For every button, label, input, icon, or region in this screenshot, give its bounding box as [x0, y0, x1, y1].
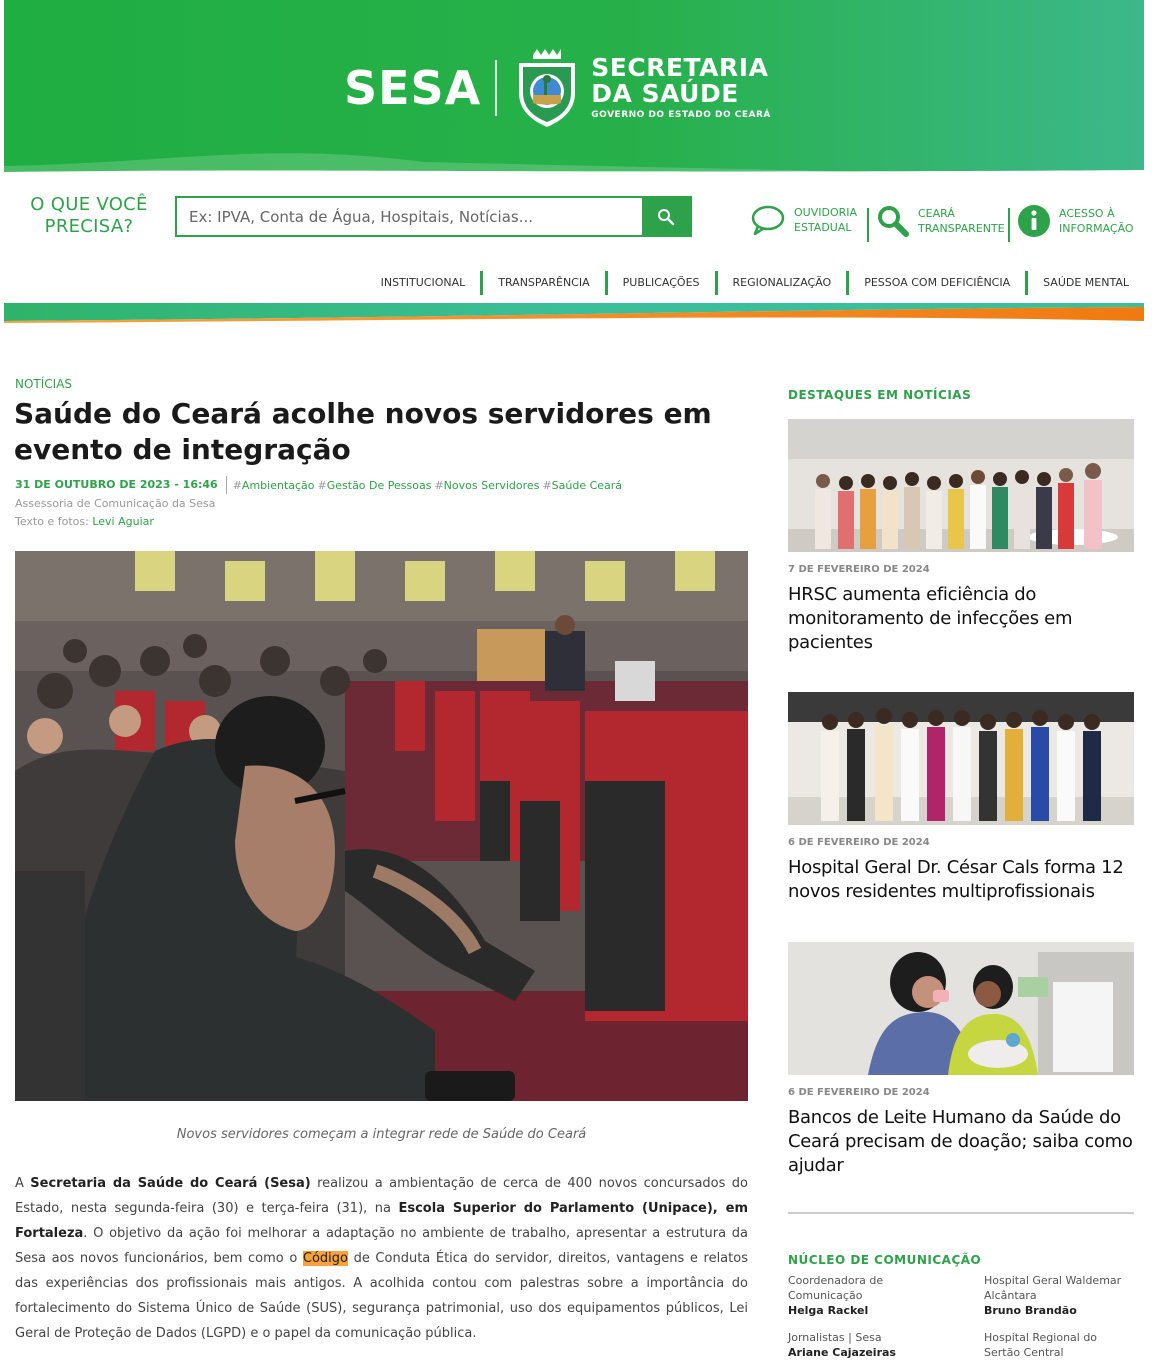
- search-icon: [657, 208, 675, 226]
- search-button[interactable]: [642, 198, 690, 235]
- tag-label: Novos Servidores: [443, 478, 540, 492]
- header-color-rule: [4, 303, 1144, 323]
- search-prompt-line-2: PRECISA?: [44, 216, 134, 237]
- tag-link[interactable]: #Saúde Ceará: [542, 478, 623, 492]
- article-credit: Assessoria de Comunicação da Sesa: [15, 497, 216, 510]
- banner-sweep-decoration: [4, 148, 1144, 178]
- contact-role: Hospital Regional do: [984, 1331, 1098, 1344]
- body-text: realizou a ambientação de cerca de 400 novos concursados do Estado, nesta segunda-feira (30) e terça-feira (31), na: [15, 1176, 748, 1216]
- body-text: de Conduta Ética do servidor, direitos, vantagens e relatos das experiências dos profissionais mais antigos. A acolhida contou com palestras sobre a importância do fortalecimento do Sistema Único de Saúde (SUS), segurança patrimonial, uso dos equipamentos públicos, Lei Geral de Proteção de Dados (LGPD) e o papel da comunicação pública.: [15, 1251, 748, 1341]
- news-title[interactable]: Bancos de Leite Humano da Saúde do Ceará precisam de doação; saiba como ajudar: [788, 1107, 1133, 1176]
- search-bar: [175, 196, 692, 237]
- info-icon: [1017, 204, 1051, 238]
- logo-line-1: SECRETARIA: [591, 53, 769, 82]
- contact-role: Comunicação: [788, 1289, 863, 1302]
- group-photo-illustration: [788, 419, 1134, 552]
- news-title[interactable]: HRSC aumenta eficiência do monitoramento de infecções em pacientes: [788, 584, 1073, 653]
- contact-entry: [984, 1273, 1149, 1318]
- nav-saude-mental[interactable]: SAÚDE MENTAL: [1025, 271, 1144, 295]
- logo-line-2: DA SAÚDE: [591, 79, 739, 108]
- nav-publicacoes[interactable]: PUBLICAÇÕES: [605, 271, 715, 295]
- sidebar-heading: DESTAQUES EM NOTÍCIAS: [788, 388, 972, 402]
- body-bold: Escola Superior do Parlamento (Unipace), em Fortaleza: [15, 1201, 748, 1241]
- quick-link-label: TRANSPARENTE: [918, 222, 1005, 235]
- body-text: . O objetivo da ação foi melhorar a adaptação no ambiente de trabalho, apresentar a estrutura da Sesa aos novos funcionários, bem como o: [15, 1226, 748, 1266]
- quick-link-label: OUVIDORIA: [794, 206, 858, 219]
- magnifier-icon: [876, 204, 910, 238]
- article-main-photo: [15, 551, 748, 1101]
- tag-label: Ambientação: [241, 478, 315, 492]
- article-date: 31 DE OUTUBRO DE 2023 - 16:46: [15, 476, 227, 494]
- photo-credit: [15, 515, 154, 528]
- body-bold: Secretaria da Saúde do Ceará (Sesa): [30, 1176, 311, 1191]
- contact-role: Jornalistas | Sesa: [788, 1331, 882, 1344]
- quick-link-label: INFORMAÇÃO: [1059, 222, 1134, 235]
- contact-name: Ariane Cajazeiras: [788, 1346, 896, 1359]
- sidebar-divider: [788, 1212, 1134, 1214]
- photo-credit-label: Texto e fotos:: [15, 515, 89, 528]
- news-date: 6 DE FEVEREIRO DE 2024: [788, 1087, 930, 1098]
- quick-link-transparente[interactable]: [876, 204, 1005, 238]
- news-date: 6 DE FEVEREIRO DE 2024: [788, 837, 930, 848]
- quick-link-ouvidoria[interactable]: [750, 204, 857, 236]
- news-date: 7 DE FEVEREIRO DE 2024: [788, 564, 930, 575]
- logo-line-3: GOVERNO DO ESTADO DO CEARÁ: [591, 110, 771, 120]
- contact-entry: [788, 1273, 953, 1318]
- quick-link-label: CEARÁ: [918, 207, 955, 220]
- article-category[interactable]: NOTÍCIAS: [15, 377, 73, 391]
- search-prompt-line-1: O QUE VOCÊ: [30, 194, 148, 215]
- photo-credit-name[interactable]: Levi Aguiar: [92, 515, 154, 528]
- contact-role: Alcântara: [984, 1289, 1037, 1302]
- article-title: Saúde do Ceará acolhe novos servidores em evento de integração: [14, 397, 712, 466]
- contact-role: Coordenadora de: [788, 1274, 884, 1287]
- nav-regionalizacao[interactable]: REGIONALIZAÇÃO: [715, 271, 847, 295]
- article-body: [15, 1171, 748, 1346]
- auditorium-photo-illustration: [15, 551, 748, 1101]
- quick-link-label: ESTADUAL: [794, 221, 852, 234]
- quick-link-divider: [867, 208, 869, 242]
- sidebar-news-card[interactable]: [788, 692, 1134, 904]
- contact-entry: [984, 1330, 1149, 1360]
- highlighted-term: Código: [302, 1251, 348, 1266]
- photo-caption: Novos servidores começam a integrar rede de Saúde do Ceará: [176, 1127, 587, 1142]
- sidebar-news-card[interactable]: [788, 942, 1134, 1178]
- news-thumbnail[interactable]: [788, 419, 1134, 552]
- search-prompt: [14, 194, 164, 238]
- logo-divider: [495, 60, 497, 116]
- quick-link-label: ACESSO À: [1059, 207, 1115, 220]
- logo-secretaria-text: [591, 55, 771, 120]
- residents-photo-illustration: [788, 692, 1134, 825]
- article-meta: [15, 476, 625, 494]
- nucleo-heading: NÚCLEO DE COMUNICAÇÃO: [788, 1253, 982, 1267]
- contact-entry: [788, 1330, 953, 1360]
- tag-link[interactable]: #Ambientação: [232, 478, 315, 492]
- tag-link[interactable]: #Novos Servidores: [434, 478, 540, 492]
- nav-institucional[interactable]: INSTITUCIONAL: [380, 276, 466, 289]
- tag-link[interactable]: #Gestão De Pessoas: [317, 478, 432, 492]
- news-thumbnail[interactable]: [788, 692, 1134, 825]
- news-title[interactable]: Hospital Geral Dr. César Cals forma 12 novos residentes multiprofissionais: [788, 857, 1124, 902]
- contact-role: Sertão Central: [984, 1346, 1064, 1359]
- milk-bank-photo-illustration: [788, 942, 1134, 1075]
- quick-link-divider: [1008, 208, 1010, 242]
- sidebar-news-card[interactable]: [788, 419, 1134, 655]
- contact-role: Hospital Geral Waldemar: [984, 1274, 1122, 1287]
- chat-bubble-icon: [750, 204, 786, 236]
- body-text: A: [15, 1176, 31, 1191]
- nav-pessoa-com-deficiencia[interactable]: PESSOA COM DEFICIÊNCIA: [846, 271, 1025, 295]
- main-nav: [366, 271, 1144, 295]
- contact-name: Helga Rackel: [788, 1304, 869, 1317]
- header-banner: [4, 0, 1144, 178]
- search-input[interactable]: [177, 198, 642, 235]
- tag-label: Saúde Ceará: [551, 478, 623, 492]
- nav-transparencia[interactable]: TRANSPARÊNCIA: [480, 271, 604, 295]
- quick-link-acesso-informacao[interactable]: [1017, 204, 1134, 238]
- tag-label: Gestão De Pessoas: [326, 478, 432, 492]
- news-thumbnail[interactable]: [788, 942, 1134, 1075]
- sesa-logo[interactable]: [344, 45, 771, 130]
- contact-name: Bruno Brandão: [984, 1304, 1077, 1317]
- ceara-crest-icon: [511, 47, 583, 129]
- logo-sesa-text: SESA: [344, 60, 482, 115]
